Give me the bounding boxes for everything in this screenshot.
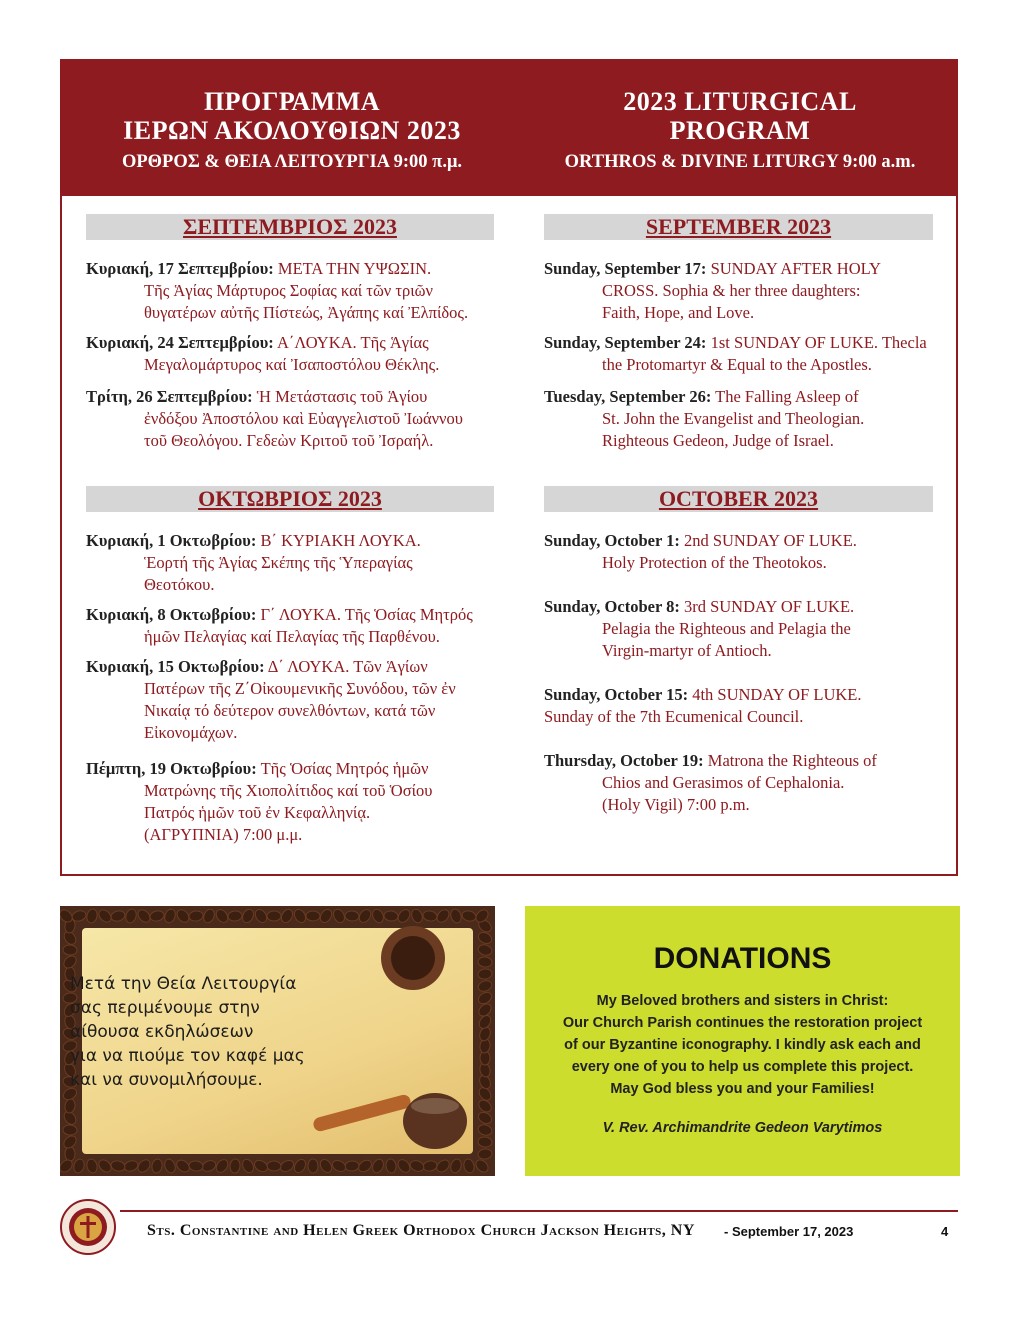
entry-detail-line: ἐνδόξου Ἀποστόλου καὶ Εὐαγγελιστοῦ Ἰωάννου [144, 409, 463, 428]
entry-date: Sunday, September 17: [544, 259, 707, 278]
english-title-line-1: 2023 LITURGICAL [623, 87, 857, 116]
coffee-bean-icon [477, 1148, 492, 1160]
coffee-bean-icon [174, 1158, 191, 1175]
coffee-bean-icon [64, 1098, 76, 1114]
coffee-bean-icon [63, 1125, 78, 1136]
coffee-bean-icon [371, 1158, 386, 1175]
entry-detail-line: Ἑορτή τῆς Ἁγίας Σκέπης τῆς Ὑπεραγίας [144, 553, 413, 572]
coffee-bean-icon [253, 907, 269, 924]
entry-detail-line: θυγατέρων αὐτῆς Πίστεώς, Ἀγάπης καί Ἐλπίδος. [144, 303, 469, 322]
entry-date: Κυριακή, 17 Σεπτεμβρίου: [86, 259, 274, 278]
coffee-bean-icon [385, 1158, 397, 1173]
entry-feast: Β΄ ΚΥΡΙΑΚΗ ΛΟΥΚΑ. [256, 531, 421, 550]
coffee-bean-icon [422, 910, 438, 922]
entry-feast: Δ΄ ΛΟΥΚΑ. Τῶν Ἁγίων [264, 657, 428, 676]
entry-detail-line: Ματρώνης τῆς Χιοπολίτιδος καί τοῦ Ὁσίου [144, 781, 433, 800]
donations-line: of our Byzantine iconography. I kindly ask each and [564, 1037, 921, 1053]
coffee-bean-icon [65, 1147, 75, 1161]
coffee-bean-icon [478, 957, 493, 968]
donations-line: My Beloved brothers and sisters in Christ: [596, 993, 889, 1009]
entry-date: Sunday, September 24: [544, 333, 707, 352]
footer-rule [120, 1210, 958, 1212]
coffee-bean-icon [151, 1158, 163, 1174]
entry-detail-line: Chios and Gerasimos of Cephalonia. [602, 773, 845, 792]
english-subtitle: ORTHROS & DIVINE LITURGY 9:00 a.m. [564, 152, 916, 172]
coffee-bean-icon [476, 990, 493, 1006]
coffee-bean-icon [202, 908, 217, 925]
coffee-bean-icon [63, 945, 78, 956]
coffee-bean-icon [240, 908, 255, 925]
greek-october-heading: ΟΚΤΩΒΡΙΟΣ 2023 [86, 486, 494, 512]
coffee-line: για να πιούμε τον καφέ μας [70, 1046, 305, 1066]
entry-detail-line: Righteous Gedeon, Judge of Israel. [602, 431, 834, 450]
entry-detail-line: Faith, Hope, and Love. [602, 303, 755, 322]
entry-detail-line: Πατέρων τῆς Ζ΄Οἰκουμενικῆς Συνόδου, τῶν ἐν [144, 679, 456, 698]
coffee-bean-icon [97, 908, 114, 925]
entry-date: Τρίτη, 26 Σεπτεμβρίου: [86, 387, 253, 406]
english-banner [520, 87, 960, 175]
coffee-bean-icon [308, 1159, 318, 1173]
coffee-cup-inner [391, 936, 435, 980]
coffee-bean-icon [461, 910, 477, 923]
schedule-entry [86, 656, 486, 744]
entry-feast: 3rd SUNDAY OF LUKE. [679, 597, 855, 616]
coffee-bean-icon [175, 907, 192, 924]
coffee-bean-icon [477, 1123, 493, 1136]
schedule-entry [544, 750, 944, 816]
coffee-bean-icon [477, 943, 493, 956]
schedule-entry [544, 530, 944, 574]
coffee-bean-icon [396, 1157, 412, 1174]
footer-church-name: Sts. Constantine and Helen Greek Orthodox Church Jackson Heights, NY [147, 1222, 695, 1239]
entry-date: Thursday, October 19: [544, 751, 704, 770]
coffee-bean-icon [318, 1157, 334, 1174]
entry-feast: Α΄ΛΟΥΚΑ. Τῆς Ἁγίας [273, 333, 429, 352]
greek-banner [82, 87, 502, 175]
schedule-entry [544, 258, 944, 324]
schedule-entry [86, 604, 486, 648]
entry-detail-line: (Holy Vigil) 7:00 p.m. [602, 795, 750, 814]
entry-feast: ΜΕΤΑ ΤΗΝ ΥΨΩΣΙΝ. [273, 259, 432, 278]
coffee-bean-icon [422, 1160, 438, 1172]
entry-feast: 2nd SUNDAY OF LUKE. [679, 531, 857, 550]
schedule-entry [86, 332, 486, 376]
coffee-bean-icon [279, 907, 295, 924]
coffee-line: και να συνομιλήσουμε. [70, 1070, 263, 1090]
coffee-bean-icon [330, 1158, 347, 1173]
entry-feast: The Falling Asleep of [711, 387, 859, 406]
coffee-invitation-text [70, 972, 370, 1092]
coffee-bean-icon [163, 908, 177, 925]
schedule-entry [86, 386, 486, 452]
entry-detail-line: the Protomartyr & Equal to the Apostles. [602, 355, 872, 374]
coffee-bean-icon [476, 1002, 493, 1019]
coffee-bean-icon [149, 910, 165, 922]
entry-feast: SUNDAY AFTER HOLY [706, 259, 881, 278]
donations-line: every one of you to help us complete this project. [571, 1059, 914, 1075]
entry-detail-line: Θεοτόκου. [144, 575, 215, 594]
coffee-line: Μετά την Θεία Λειτουργία [70, 974, 297, 994]
entry-date: Sunday, October 8: [544, 597, 680, 616]
briki-rim [411, 1098, 459, 1114]
donations-line: Our Church Parish continues the restoration project [562, 1015, 923, 1031]
entry-detail-line: Μεγαλομάρτυρος καί Ἰσαποστόλου Θέκλης. [144, 355, 440, 374]
program-banner [62, 61, 956, 196]
coffee-bean-icon [410, 908, 424, 925]
greek-september-heading: ΣΕΠΤΕΜΒΡΙΟΣ 2023 [86, 214, 494, 240]
entry-detail-line: CROSS. Sophia & her three daughters: [602, 281, 861, 300]
entry-date: Κυριακή, 8 Οκτωβρίου: [86, 605, 257, 624]
entry-date: Κυριακή, 24 Σεπτεμβρίου: [86, 333, 274, 352]
coffee-bean-icon [345, 1161, 360, 1172]
coffee-bean-icon [477, 968, 492, 980]
coffee-bean-icon [214, 907, 230, 924]
coffee-bean-icon [474, 1157, 491, 1174]
coffee-bean-icon [85, 1158, 98, 1174]
entry-detail-line: Virgin-martyr of Antioch. [602, 641, 772, 660]
entry-feast: 4th SUNDAY OF LUKE. [688, 685, 862, 704]
coffee-bean-icon [292, 1157, 308, 1174]
coffee-bean-icon [110, 1159, 126, 1172]
coffee-bean-icon [449, 1158, 463, 1174]
coffee-bean-icon [229, 1159, 240, 1174]
schedule-entry [86, 530, 486, 596]
coffee-bean-icon [61, 1134, 78, 1151]
coffee-bean-icon [97, 1158, 114, 1175]
entry-detail-line: Τῆς Ἁγίας Μάρτυρος Σοφίας καί τῶν τριῶν [144, 281, 434, 300]
entry-detail-line: τοῦ Θεολόγου. Γεδεὼν Κριτοῦ τοῦ Ἰσραήλ. [144, 431, 434, 450]
coffee-bean-icon [371, 908, 386, 925]
entry-feast: Τῆς Ὁσίας Μητρός ἡμῶν [256, 759, 429, 778]
schedule-entry [544, 332, 944, 376]
coffee-bean-icon [331, 907, 346, 924]
greek-title-line-1: ΠΡΟΓΡΑΜΜΑ [203, 87, 381, 116]
entry-feast: Γ΄ ΛΟΥΚΑ. Τῆς Ὁσίας Μητρός [256, 605, 473, 624]
entry-feast: Ἡ Μετάστασις τοῦ Ἁγίου [252, 387, 428, 406]
coffee-bean-icon [267, 1161, 281, 1171]
schedule-entry [544, 684, 944, 728]
entry-date: Κυριακή, 1 Οκτωβρίου: [86, 531, 257, 550]
donations-signature: V. Rev. Archimandrite Gedeon Varytimos [602, 1120, 883, 1136]
coffee-bean-icon [228, 910, 243, 921]
coffee-bean-icon [306, 911, 320, 921]
entry-detail-line: Εἰκονομάχων. [144, 723, 238, 742]
greek-subtitle: ΟΡΘΡΟΣ & ΘΕΙΑ ΛΕΙΤΟΥΡΓΙΑ 9:00 π.μ. [121, 152, 463, 172]
coffee-bean-icon [72, 1158, 86, 1174]
footer-date: - September 17, 2023 [724, 1224, 854, 1239]
coffee-bean-icon [476, 1110, 493, 1125]
coffee-bean-icon [240, 1158, 255, 1175]
entry-date: Κυριακή, 15 Οκτωβρίου: [86, 657, 265, 676]
entry-feast: Matrona the Righteous of [703, 751, 877, 770]
entry-detail-line: Πατρός ἡμῶν τοῦ ἐν Κεφαλληνίᾳ. [144, 803, 371, 822]
coffee-bean-icon [124, 908, 138, 924]
donations-message [540, 990, 945, 1100]
coffee-bean-icon [463, 1158, 476, 1174]
entry-feast: 1st SUNDAY OF LUKE. Thecla [706, 333, 927, 352]
coffee-bean-icon [476, 930, 493, 945]
entry-date: Tuesday, September 26: [544, 387, 712, 406]
coffee-bean-icon [188, 910, 203, 922]
church-seal-icon [60, 1199, 116, 1255]
coffee-bean-icon [409, 1159, 426, 1173]
coffee-bean-icon [136, 907, 153, 924]
schedule-entry [544, 596, 944, 662]
coffee-line: αίθουσα εκδηλώσεων [70, 1022, 254, 1042]
coffee-bean-icon [188, 1160, 203, 1172]
entry-detail-line: Νικαίᾳ τό δεύτερον συνελθόντων, κατά τῶν [144, 701, 436, 720]
entry-detail-line: ἡμῶν Πελαγίας καί Πελαγίας τῆς Παρθένου. [144, 627, 440, 646]
entry-date: Sunday, October 1: [544, 531, 680, 550]
coffee-bean-icon [292, 907, 308, 924]
coffee-bean-icon [61, 954, 78, 971]
entry-detail-line: St. John the Evangelist and Theologian. [602, 409, 865, 428]
english-september-heading: SEPTEMBER 2023 [544, 214, 933, 240]
entry-detail-line: Holy Protection of the Theotokos. [602, 553, 827, 572]
coffee-line: σας περιμένουμε στην [70, 998, 260, 1018]
entry-detail-line: (ΑΓΡΥΠΝΙΑ) 7:00 μ.μ. [144, 825, 303, 844]
coffee-bean-icon [214, 1157, 230, 1174]
schedule-entry [86, 258, 486, 324]
english-october-heading: OCTOBER 2023 [544, 486, 933, 512]
entry-detail-line: Sunday of the 7th Ecumenical Council. [544, 707, 804, 726]
english-title-line-2: PROGRAM [669, 116, 811, 145]
page-number: 4 [941, 1224, 949, 1239]
coffee-bean-icon [267, 911, 281, 921]
coffee-bean-icon [449, 908, 463, 924]
entry-detail-line: Pelagia the Righteous and Pelagia the [602, 619, 851, 638]
schedule-entry [86, 758, 486, 846]
donations-title: DONATIONS [653, 942, 832, 975]
coffee-bean-icon [163, 1158, 177, 1175]
schedule-entry [544, 386, 944, 452]
coffee-bean-icon [252, 1158, 269, 1174]
coffee-bean-icon [478, 1137, 493, 1148]
coffee-bean-icon [345, 911, 360, 922]
donations-line: May God bless you and your Families! [610, 1081, 875, 1097]
coffee-bean-icon [110, 909, 126, 922]
entry-date: Sunday, October 15: [544, 685, 689, 704]
coffee-bean-icon [85, 908, 98, 924]
greek-title-line-2: ΙΕΡΩΝ ΑΚΟΛΟΥΘΙΩΝ 2023 [123, 116, 461, 145]
entry-date: Πέμπτη, 19 Οκτωβρίου: [86, 759, 257, 778]
coffee-bean-icon [477, 979, 494, 993]
donations-panel [525, 906, 960, 1176]
coffee-bean-icon [383, 910, 398, 922]
briki-handle-icon [312, 1093, 412, 1132]
